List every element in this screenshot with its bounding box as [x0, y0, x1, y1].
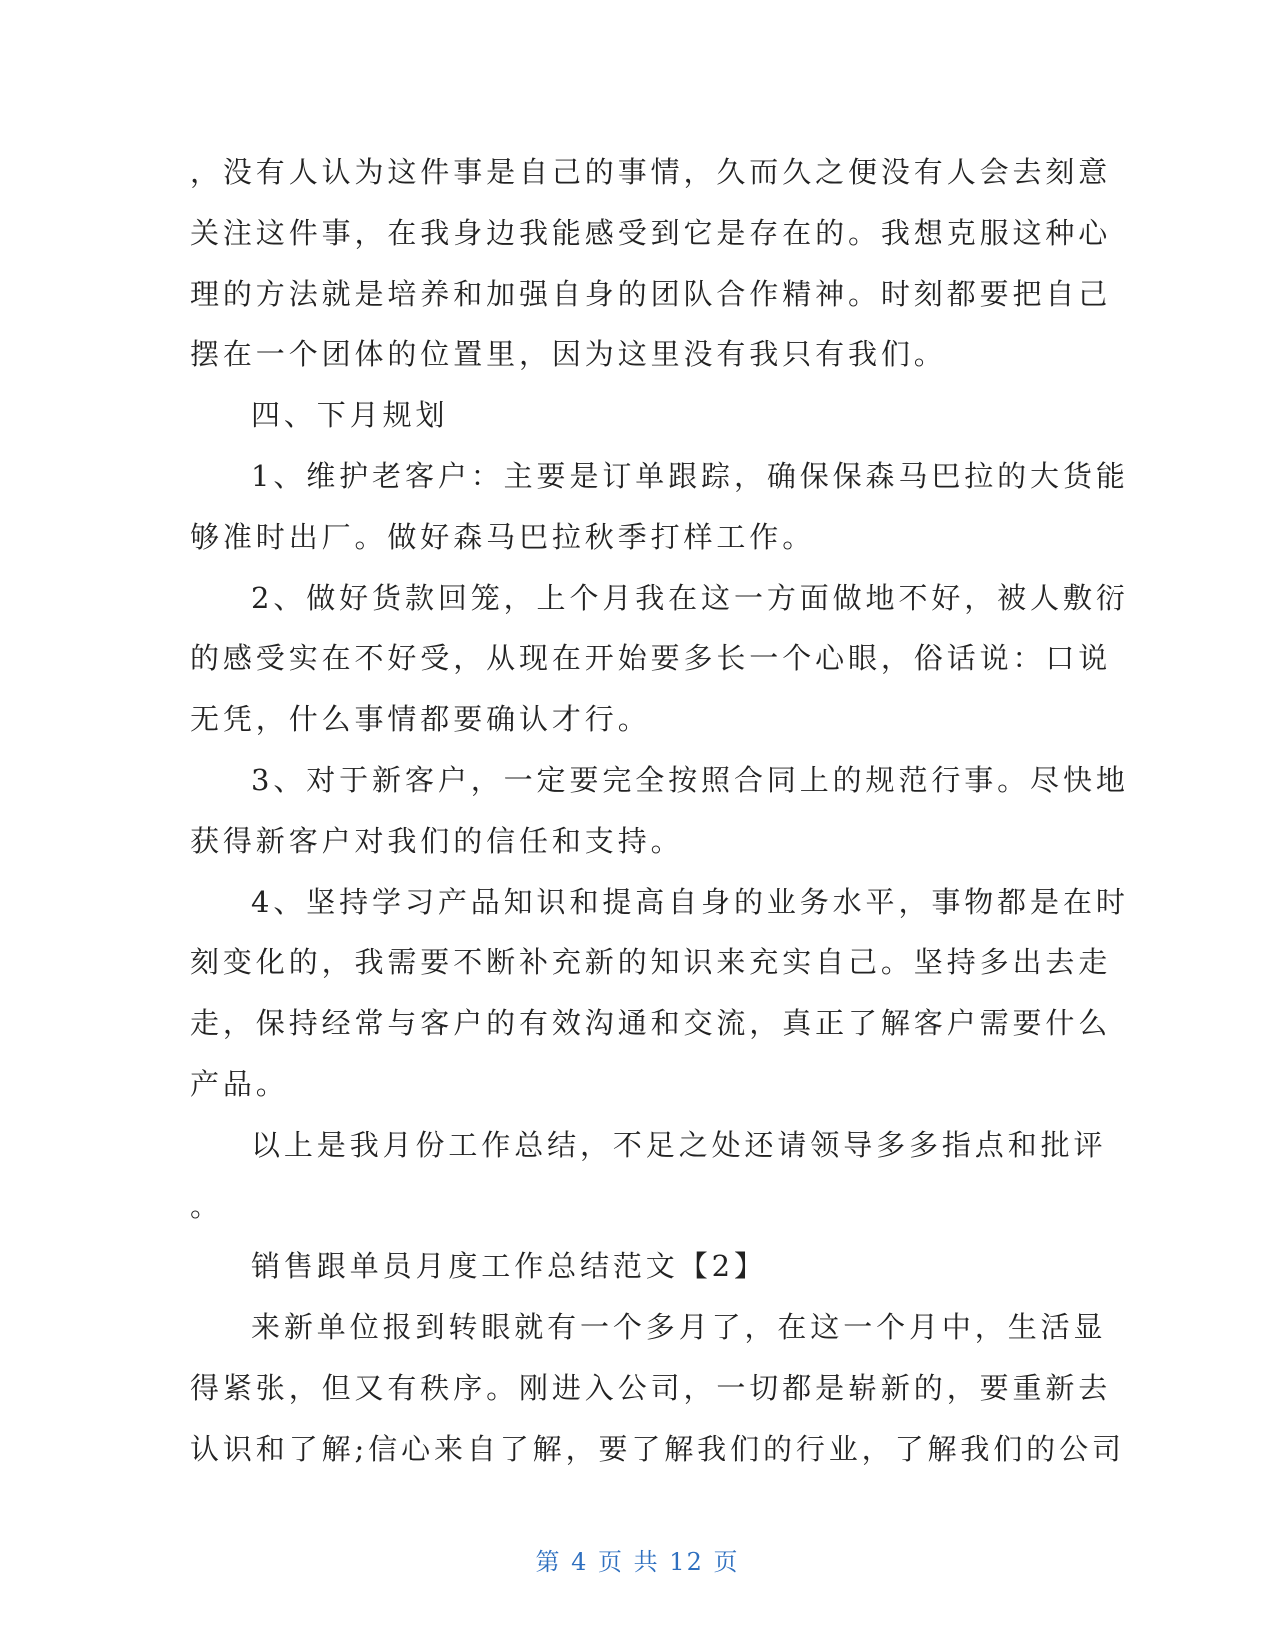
document-body [190, 142, 1129, 1480]
text-line: 来新单位报到转眼就有一个多月了，在这一个月中，生活显 [251, 1310, 1107, 1345]
section-heading: 四、下月规划 [251, 398, 449, 433]
text-line: 得紧张，但又有秩序。刚进入公司，一切都是崭新的，要重新去 [190, 1370, 1112, 1405]
text-line: 刻变化的，我需要不断补充新的知识来充实自己。坚持多出去走 [190, 945, 1112, 980]
text-line: 无凭，什么事情都要确认才行。 [190, 702, 651, 737]
text-line: 够准时出厂。做好森马巴拉秋季打样工作。 [190, 519, 816, 554]
text-line: 理的方法就是培养和加强自身的团队合作精神。时刻都要把自己 [190, 276, 1112, 311]
text-line: 走，保持经常与客户的有效沟通和交流，真正了解客户需要什么 [190, 1006, 1112, 1041]
text-line: 4、坚持学习产品知识和提高自身的业务水平，事物都是在时 [251, 884, 1129, 919]
text-line: ，没有人认为这件事是自己的事情，久而久之便没有人会去刻意 [190, 155, 1112, 189]
text-line: 1、维护老客户：主要是订单跟踪，确保保森马巴拉的大货能 [251, 458, 1129, 493]
text-line: 2、做好货款回笼，上个月我在这一方面做地不好，被人敷衍 [251, 580, 1129, 615]
text-line: 产品。 [190, 1066, 289, 1101]
article-title: 销售跟单员月度工作总结范文【2】 [251, 1249, 767, 1284]
text-line: 认识和了解;信心来自了解，要了解我们的行业，了解我们的公司 [190, 1431, 1125, 1466]
text-line: 3、对于新客户，一定要完全按照合同上的规范行事。尽快地 [251, 762, 1129, 797]
text-line: 。 [190, 1188, 223, 1223]
text-line: 获得新客户对我们的信任和支持。 [190, 823, 684, 858]
text-line: 的感受实在不好受，从现在开始要多长一个心眼，俗话说：口说 [190, 641, 1112, 676]
text-line: 摆在一个团体的位置里，因为这里没有我只有我们。 [190, 337, 947, 372]
text-line: 关注这件事，在我身边我能感受到它是存在的。我想克服这种心 [190, 215, 1112, 250]
text-line: 以上是我月份工作总结，不足之处还请领导多多指点和批评 [251, 1127, 1107, 1162]
page-number-footer: 第 4 页 共 12 页 [535, 1548, 740, 1576]
